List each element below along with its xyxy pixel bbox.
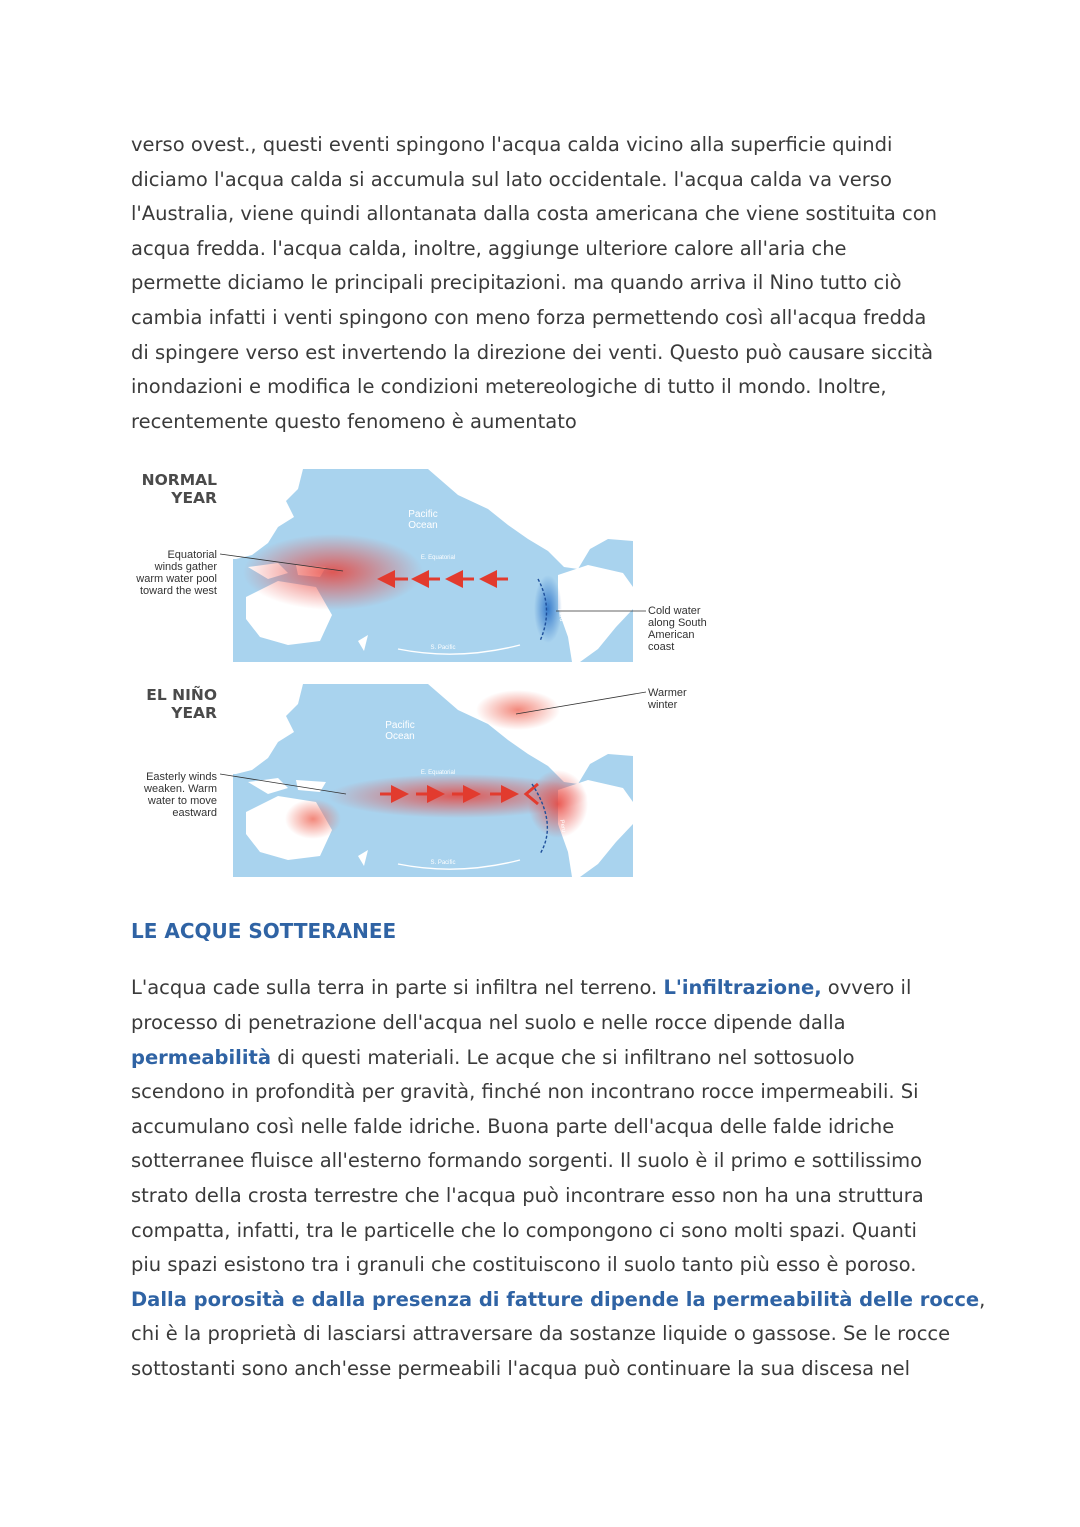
text-run: L'acqua cade sulla terra in parte si infiltra nel terreno.	[131, 976, 664, 1000]
caption-line: winds gather	[154, 561, 217, 574]
normal-year-map	[220, 469, 646, 662]
caption-line: Warmer	[648, 687, 687, 700]
body-line: sotterranee fluisce all'esterno formando sorgenti. Il suolo è il primo e sottilissimo	[131, 1149, 923, 1173]
body-line: sottostanti sono anch'esse permeabili l'acqua può continuare la sua discesa nel	[131, 1356, 911, 1380]
body-line: strato della crosta terrestre che l'acqua può incontrare esso non ha una struttura	[131, 1183, 924, 1207]
equatorial-current-label: E. Equatorial	[420, 555, 456, 562]
caption-line: coast	[648, 641, 675, 654]
nino-title-line: YEAR	[171, 704, 217, 723]
highlight-porosita: Dalla porosità e dalla presenza di fatture dipende la permeabilità delle rocce	[131, 1287, 980, 1311]
peru-label: Peru	[556, 608, 565, 623]
text-run: ,	[979, 1287, 986, 1311]
body-line: compatta, infatti, tra le particelle che lo compongono ci sono molti spazi. Quanti	[131, 1218, 917, 1242]
section-title: LE ACQUE SOTTERANEE	[131, 919, 397, 944]
nino-year-map	[220, 684, 646, 877]
text-run: di questi materiali. Le acque che si infiltrano nel sottosuolo	[271, 1045, 855, 1069]
caption-line: toward the west	[139, 585, 217, 598]
body-line	[131, 971, 961, 1006]
diagram-graphics	[128, 469, 728, 889]
intro-line: inondazioni e modifica le condizioni metereologiche di tutto il mondo. Inoltre,	[131, 375, 887, 399]
intro-line: cambia infatti i venti spingono con meno forza permettendo così all'acqua fredda	[131, 305, 927, 329]
intro-line: l'Australia, viene quindi allontanata dalla costa americana che viene sostituita con	[131, 202, 938, 226]
ocean-label: Ocean	[408, 520, 438, 532]
el-nino-diagram	[128, 469, 728, 889]
ocean-label: Pacific	[408, 509, 438, 521]
body-line	[131, 1283, 986, 1318]
caption-line: eastward	[172, 807, 217, 820]
caption-line: Equatorial	[167, 549, 217, 562]
body-line: chi è la proprietà di lasciarsi attraversare da sostanze liquide o gassose. Se le rocce	[131, 1322, 951, 1346]
body-line: accumulano così nelle falde idriche. Buona parte dell'acqua delle falde idriche	[131, 1114, 895, 1138]
normal-title-line: NORMAL	[141, 471, 217, 490]
ocean-label: Pacific	[385, 720, 415, 732]
caption-line: along South	[648, 617, 707, 630]
body-line: piu spazi esistono tra i granuli che costituiscono il suolo tanto più esso è poroso.	[131, 1253, 917, 1277]
intro-line: di spingere verso est invertendo la direzione dei venti. Questo può causare siccità	[131, 340, 934, 364]
nino-title-line: EL NIÑO	[146, 686, 217, 705]
intro-line: verso ovest., questi eventi spingono l'acqua calda vicino alla superficie quindi	[131, 133, 893, 156]
intro-line: recentemente questo fenomeno è aumentato	[131, 409, 577, 433]
text-run: ovvero il	[821, 976, 912, 1000]
caption-line: Easterly winds	[146, 771, 217, 784]
caption-line: weaken. Warm	[144, 783, 217, 796]
groundwater-paragraph	[131, 971, 986, 1386]
page	[131, 128, 986, 1386]
body-line	[131, 1041, 961, 1076]
intro-line: permette diciamo le principali precipitazioni. ma quando arriva il Nino tutto ciò	[131, 271, 902, 295]
body-line: scendono in profondità per gravità, finché non incontrano rocce impermeabili. Si	[131, 1080, 919, 1104]
south-pacific-label: S. Pacific	[430, 860, 456, 867]
caption-line: Cold water	[648, 605, 701, 618]
body-line: processo di penetrazione dell'acqua nel suolo e nelle rocce dipende dalla	[131, 1010, 846, 1034]
ocean-label: Ocean	[385, 731, 415, 743]
intro-line: diciamo l'acqua calda si accumula sul lato occidentale. l'acqua calda va verso	[131, 167, 892, 191]
normal-title-line: YEAR	[171, 489, 217, 508]
equatorial-current-label: E. Equatorial	[420, 770, 456, 777]
south-pacific-label: S. Pacific	[430, 645, 456, 652]
caption-line: warm water pool	[136, 573, 217, 586]
caption-line: American	[648, 629, 695, 642]
warmer-winter-spot	[476, 690, 560, 730]
australia-warm-spot	[285, 799, 341, 839]
highlight-permeabilita: permeabilità	[131, 1045, 271, 1069]
intro-paragraph	[131, 128, 961, 439]
intro-line: acqua fredda. l'acqua calda, inoltre, aggiunge ulteriore calore all'aria che	[131, 236, 847, 260]
highlight-infiltrazione: L'infiltrazione,	[663, 976, 822, 1000]
peru-label: Peru	[558, 819, 567, 834]
caption-line: winter	[648, 699, 678, 712]
warm-pool-west	[243, 534, 423, 610]
caption-line: water to move	[147, 795, 217, 808]
